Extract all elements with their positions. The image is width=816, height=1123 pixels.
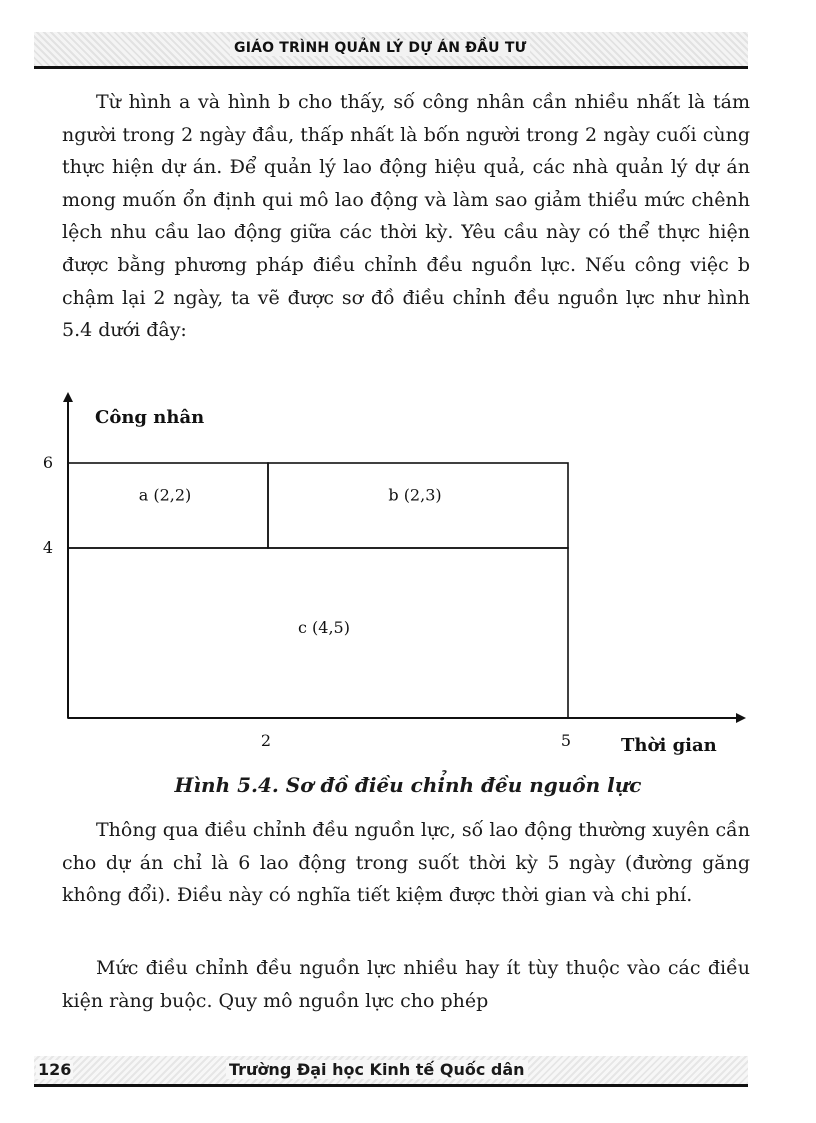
y-tick-label-1: 6 — [42, 453, 54, 472]
footer-school-name: Trường Đại học Kinh tế Quốc dân — [226, 1060, 528, 1079]
paragraph-constraints: Mức điều chỉnh đều nguồn lực nhiều hay ít tùy thuộc vào các điều kiện ràng buộc. Quy mô nguồn lực cho phép — [62, 957, 750, 1012]
task-label-1: b (2,3) — [388, 485, 442, 505]
task-block-0 — [68, 463, 268, 548]
y-tick-label-0: 4 — [42, 538, 54, 557]
figure-caption: Hình 5.4. Sơ đồ điều chỉnh đều nguồn lực — [174, 773, 642, 797]
task-block-1 — [268, 463, 568, 548]
x-axis-label: Thời gian — [621, 735, 717, 756]
task-label-0: a (2,2) — [138, 485, 192, 505]
task-label-2: c (4,5) — [298, 618, 350, 637]
x-tick-label-0: 2 — [260, 731, 272, 750]
x-tick-label-1: 5 — [560, 731, 572, 750]
paragraph-result: Thông qua điều chỉnh đều nguồn lực, số lao động thường xuyên cần cho dự án chỉ là 6 lao động trong suốt thời kỳ 5 ngày (đường găng không đổi). Điều này có nghĩa tiết kiệm được thời gian và chi phí. — [62, 819, 750, 907]
y-axis-label: Công nhân — [95, 407, 205, 428]
running-header-title: GIÁO TRÌNH QUẢN LÝ DỰ ÁN ĐẦU TƯ — [230, 40, 530, 56]
paragraph-intro: Từ hình a và hình b cho thấy, số công nhân cần nhiều nhất là tám người trong 2 ngày đầu, thấp nhất là bốn người trong 2 ngày cuối cùng thực hiện dự án. Để quản lý lao động hiệu quả, các nhà quản lý dự án mong muốn ổn định qui mô lao động và làm sao giảm thiểu mức chênh lệch nhu cầu lao động giữa các thời kỳ. Yêu cầu này có thể thực hiện được bằng phương pháp điều chỉnh đều nguồn lực. Nếu công việc b chậm lại 2 ngày, ta vẽ được sơ đồ điều chỉnh đều nguồn lực như hình 5.4 dưới đây: — [62, 91, 750, 342]
page-number: 126 — [38, 1060, 72, 1079]
footer-rule — [34, 1084, 748, 1087]
